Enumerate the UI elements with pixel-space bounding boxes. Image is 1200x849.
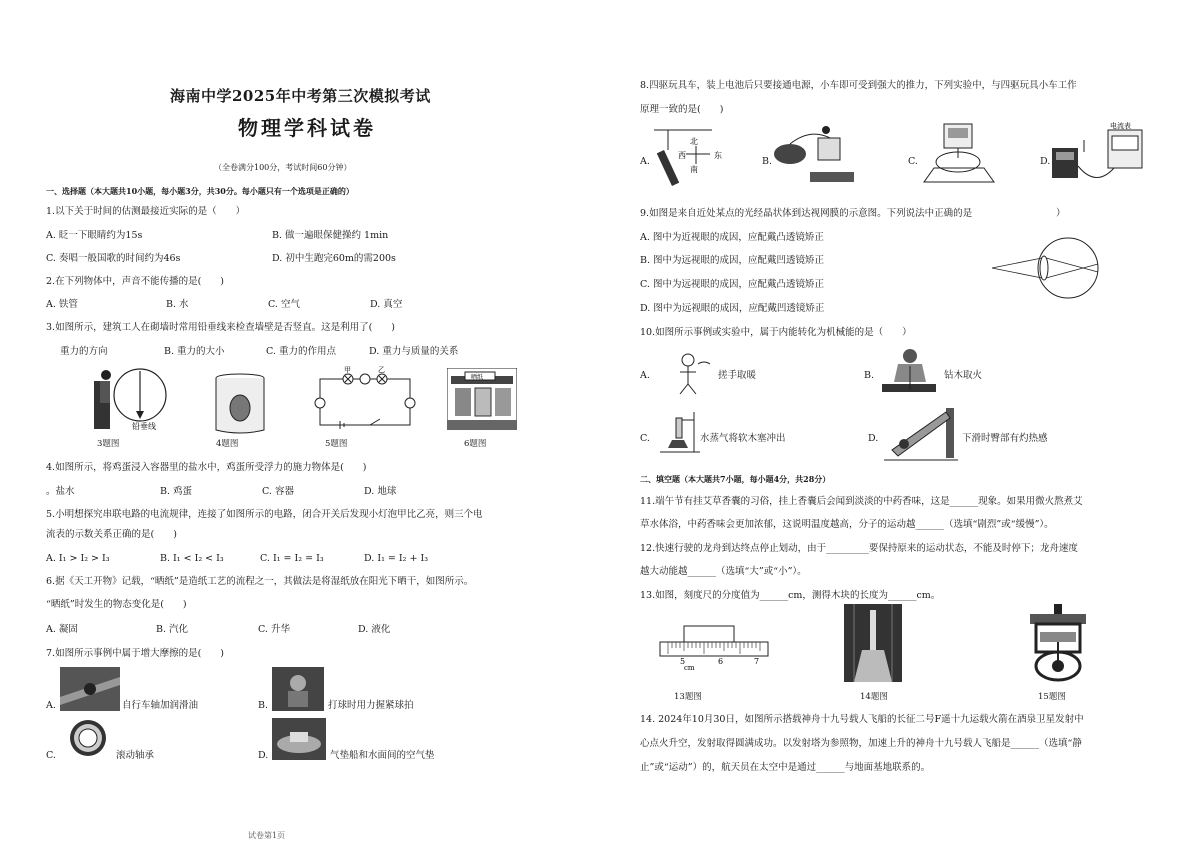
q10-option-b: B.: [864, 370, 875, 381]
q10-option-b-text: 钻木取火: [944, 370, 983, 381]
q8-option-a: A.: [640, 156, 650, 167]
q14-line-3: 止”或“运动”）的，航天员在太空中是通过______与地面基地联系的。: [640, 762, 931, 773]
q7-option-a: A.: [46, 700, 56, 711]
q12-line-1: 12.快速行驶的龙舟到达终点停止划动，由于_________要保持原来的运动状态，不能及时停下；龙舟速度: [640, 543, 1078, 554]
q7-option-a-text: 自行车轴加润滑油: [122, 700, 199, 711]
ruler-6: 6: [718, 657, 724, 666]
q10-slide-figure: [884, 406, 958, 462]
q6-option-a: A. 凝固: [46, 624, 78, 635]
q4-option-a: 。盐水: [46, 486, 75, 497]
caption-3: 3题图: [97, 439, 120, 449]
q10-option-c-text: 水蒸气将软木塞冲出: [700, 433, 786, 444]
q2-option-a: A. 铁管: [46, 299, 78, 310]
q3-option-c: C. 重力的作用点: [266, 346, 336, 357]
caption-4: 4题图: [216, 439, 239, 449]
section2-heading: 二、填空题（本大题共7小题，每小题4分，共28分）: [640, 474, 831, 484]
q7-racket-image: [272, 667, 324, 711]
q9-option-d: D. 图中为远视眼的成因，应配戴凹透镜矫正: [640, 303, 825, 314]
q8-compass-figure: [652, 126, 732, 192]
q12-line-2: 越大动能越______（选填“大”或“小”）。: [640, 566, 807, 577]
caption-14: 14题图: [860, 692, 888, 702]
q10-option-a-text: 搓手取暖: [718, 370, 757, 381]
q4-option-d: D. 地球: [364, 486, 397, 497]
caption-6: 6题图: [464, 439, 487, 449]
q9-option-c: C. 图中为远视眼的成因，应配戴凸透镜矫正: [640, 279, 824, 290]
q13-line-1: 13.如图，刻度尺的分度值为______cm，测得木块的长度为______cm。: [640, 590, 941, 601]
q6-stem-2: “晒纸”时发生的物态变化是( ): [46, 599, 187, 610]
q9-stem: 9.如图是来自近处某点的光经晶状体到达视网膜的示意图。下列说法中正确的是: [640, 208, 973, 219]
ruler-cm: cm: [684, 664, 695, 672]
q10-option-d: D.: [868, 433, 879, 444]
q5-option-c: C. I₁ = I₂ = I₃: [260, 553, 324, 564]
figure-14-rocket: [844, 604, 902, 682]
q3-stem: 3.如图所示，建筑工人在砌墙时常用铅垂线来检查墙壁是否竖直。这是利用了( ): [46, 322, 395, 333]
q8-option-c: C.: [908, 156, 918, 167]
lamp1-label: 甲: [344, 366, 351, 374]
compass-east: 东: [714, 151, 722, 160]
q5-stem-2: 流表的示数关系正确的是( ): [46, 529, 177, 540]
lamp2-label: 乙: [378, 366, 385, 374]
figure-6-paper-drying: [447, 368, 517, 430]
q7-option-d: D.: [258, 750, 269, 761]
plumb-label: 铅垂线: [132, 422, 156, 431]
q8-stem-2: 原理一致的是( ): [640, 104, 724, 115]
q10-stem: 10.如图所示事例或实验中，属于内能转化为机械能的是（ ）: [640, 327, 912, 338]
figure-15-engine: [1026, 604, 1090, 684]
q8-magnet-meter-figure: [1048, 122, 1158, 190]
q10-option-d-text: 下滑时臀部有灼热感: [962, 433, 1048, 444]
q7-stem: 7.如图所示事例中属于增大摩擦的是( ): [46, 648, 224, 659]
q3-option-b: B. 重力的大小: [164, 346, 225, 357]
q2-option-b: B. 水: [166, 299, 189, 310]
caption-15: 15题图: [1038, 692, 1066, 702]
q6-option-b: B. 汽化: [156, 624, 189, 635]
q1-option-d: D. 初中生跑完60m的需200s: [272, 253, 396, 264]
q8-option-b: B.: [762, 156, 773, 167]
q7-option-b-text: 打球时用力握紧球拍: [328, 700, 414, 711]
caption-5: 5题图: [325, 439, 348, 449]
exam-note: （全卷满分100分，考试时间60分钟）: [214, 163, 352, 172]
q14-line-1: 14. 2024年10月30日，如图所示搭载神舟十九号载人飞船的长征二号F遥十九运载火箭在酒泉卫星发射中: [640, 714, 1084, 725]
meter-label: 电流表: [1110, 122, 1131, 130]
q8-option-d: D.: [1040, 156, 1051, 167]
q7-option-c: C.: [46, 750, 56, 761]
ruler-5: 5: [680, 657, 686, 666]
q1-option-a: A. 眨一下眼睛约为15s: [46, 230, 143, 241]
school-title: 海南中学2025年中考第三次模拟考试: [170, 87, 431, 105]
q2-option-c: C. 空气: [268, 299, 300, 310]
q10-option-c: C.: [640, 433, 650, 444]
page-footer: 试卷第1页: [248, 831, 286, 840]
q8-stem: 8.四驱玩具车，装上电池后只要接通电源，小车即可受到强大的推力，下列实验中，与四驱玩具小车工作: [640, 80, 1077, 91]
figure-3-plumb-line: [92, 365, 172, 433]
q5-option-a: A. I₁ > I₂ > I₃: [46, 553, 110, 564]
q7-hovercraft-image: [272, 718, 326, 760]
subject-title: 物理学科试卷: [238, 116, 376, 140]
q10-option-a: A.: [640, 370, 650, 381]
q10-steam-cork-figure: [654, 408, 704, 454]
compass-south: 南: [690, 165, 698, 174]
q2-stem: 2.在下列物体中，声音不能传播的是( ): [46, 276, 224, 287]
q7-option-c-text: 滚动轴承: [116, 750, 155, 761]
q8-generator-figure: [770, 124, 856, 190]
q4-option-c: C. 容器: [262, 486, 294, 497]
q1-stem: 1.以下关于时间的估测最接近实际的是（ ）: [46, 206, 246, 217]
q6-option-c: C. 升华: [258, 624, 290, 635]
caption-13: 13题图: [674, 692, 702, 702]
figure-13-ruler: [658, 620, 770, 672]
q2-option-d: D. 真空: [370, 299, 403, 310]
q5-option-b: B. I₁ < I₂ < I₃: [160, 553, 224, 564]
q14-line-2: 心点火升空，发射取得圆满成功。以发射塔为参照物，加速上升的神舟十九号载人飞船是______（选填“静: [640, 738, 1082, 749]
q3-option-a: 重力的方向: [60, 346, 108, 357]
q3-option-d: D. 重力与质量的关系: [369, 346, 459, 357]
q10-drill-wood-figure: [878, 346, 940, 394]
q4-stem: 4.如图所示，将鸡蛋浸入容器里的盐水中，鸡蛋所受浮力的施力物体是( ): [46, 462, 367, 473]
sign-label: 晒纸: [471, 374, 484, 381]
q6-option-d: D. 液化: [358, 624, 391, 635]
q4-option-b: B. 鸡蛋: [160, 486, 193, 497]
figure-5-circuit: [310, 365, 420, 433]
q8-motor-figure: [914, 122, 1004, 188]
right-page: [600, 0, 1200, 849]
q10-rub-hands-figure: [668, 350, 718, 394]
q9-option-a: A. 图中为近视眼的成因，应配戴凸透镜矫正: [640, 232, 824, 243]
q9-paren: ）: [1056, 208, 1066, 219]
figure-4-egg-beaker: [212, 372, 268, 436]
q7-option-b: B.: [258, 700, 269, 711]
q1-option-b: B. 做一遍眼保健操约 1min: [272, 230, 389, 241]
q9-eye-diagram: [990, 232, 1110, 302]
compass-north: 北: [690, 137, 698, 146]
q9-option-b: B. 图中为远视眼的成因，应配戴凹透镜矫正: [640, 255, 825, 266]
q7-bearing-image: [68, 718, 108, 758]
q6-stem: 6.据《天工开物》记载，“晒纸”是造纸工艺的流程之一，其做法是将湿纸放在阳光下晒干，如图所示。: [46, 576, 474, 587]
q7-bicycle-axle-image: [60, 667, 120, 711]
compass-west: 西: [678, 151, 686, 160]
q11-line-1: 11.端午节有挂艾草香囊的习俗，挂上香囊后会闻到淡淡的中药香味，这是______现象。如果用微火熬煮艾: [640, 496, 1083, 507]
section1-heading: 一、选择题（本大题共10小题，每小题3分，共30分。每小题只有一个选项是正确的）: [46, 186, 354, 196]
q5-stem: 5.小明想探究串联电路的电流规律，连接了如图所示的电路，闭合开关后发现小灯泡甲比乙亮，则三个电: [46, 509, 483, 520]
q1-option-c: C. 奏唱一般国歌的时间约为46s: [46, 253, 181, 264]
q7-option-d-text: 气垫船和水面间的空气垫: [330, 750, 435, 761]
ruler-7: 7: [754, 657, 760, 666]
q11-line-2: 草水体浴，中药香味会更加浓郁，这说明温度越高，分子的运动越______（选填“剧烈”或“缓慢”）。: [640, 519, 1054, 530]
q5-option-d: D. I₁ = I₂ + I₃: [364, 553, 428, 564]
